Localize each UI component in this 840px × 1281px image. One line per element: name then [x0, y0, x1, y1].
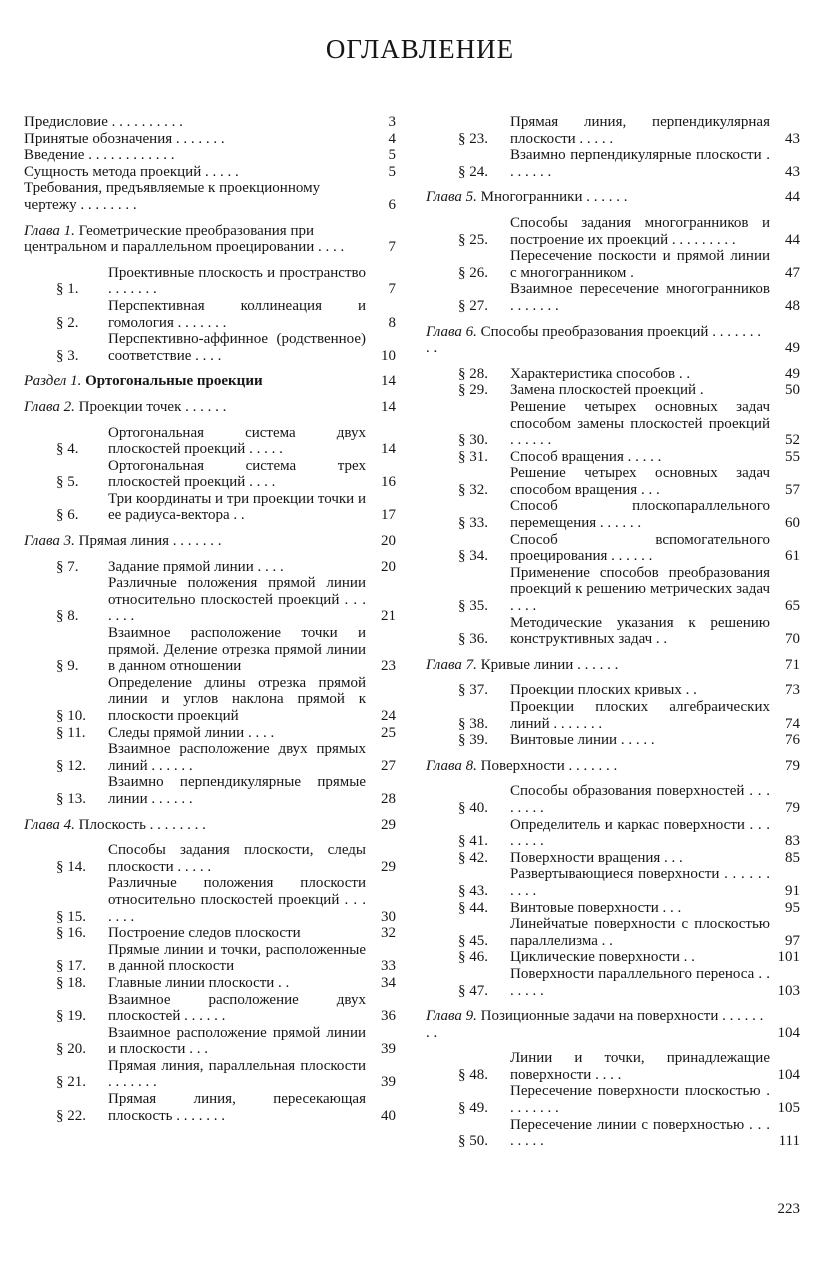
section-number: § 48.	[458, 1066, 488, 1083]
section-number: § 24.	[458, 163, 488, 180]
section-title: Применение способов преобразования проекций к решению метрических задач . . . .	[510, 564, 770, 615]
toc-chapter-heading	[24, 533, 396, 550]
toc-section-entry	[24, 575, 396, 625]
toc-page-number: 29	[381, 816, 396, 833]
toc-spacer	[426, 999, 800, 1008]
section-number: § 12.	[56, 757, 86, 774]
toc-chapter-heading	[426, 758, 800, 775]
section-title: Прямая линия, перпендикулярная плоскости . . . . .	[510, 114, 770, 147]
section-title: Взаимное расположение точки и прямой. Деление отрезка прямой линии в данном отношении	[108, 625, 366, 675]
toc-section-entry	[24, 458, 396, 491]
section-title: Циклические поверхности . .	[510, 949, 695, 966]
section-number: § 36.	[458, 631, 488, 648]
toc-chapter-line	[426, 324, 770, 357]
toc-chapter-line	[24, 399, 366, 416]
section-title: Пересечение поскости и прямой линии с многогранником .	[510, 248, 770, 281]
toc-section-entry	[426, 147, 800, 180]
toc-chapter-heading	[426, 1008, 800, 1041]
section-number: § 38.	[458, 715, 488, 732]
toc-right-column	[426, 114, 800, 1150]
toc-left-column	[24, 114, 396, 1124]
section-number: § 2.	[56, 314, 79, 331]
toc-page-number: 44	[785, 231, 800, 248]
toc-page-number: 14	[381, 398, 396, 415]
section-number: § 45.	[458, 932, 488, 949]
toc-page-number: 97	[785, 932, 800, 949]
toc-page-number: 5	[388, 163, 396, 180]
section-title: Способ вспомогательного проецирования . . . . . .	[510, 531, 770, 565]
chapter-title: Плоскость . . . . . . . .	[78, 816, 206, 833]
section-title: Прямые линии и точки, расположенные в данной плоскости	[108, 941, 366, 975]
toc-page-number: 43	[785, 130, 800, 147]
toc-chapter-heading	[24, 373, 396, 390]
toc-page-number: 14	[381, 373, 396, 390]
toc-spacer	[24, 833, 396, 842]
toc-entry-title: Предисловие . . . . . . . . . .	[24, 114, 183, 130]
toc-page-number: 14	[381, 441, 396, 458]
section-title: Взаимное пересечение многогранников . . . . . . .	[510, 281, 770, 314]
chapter-label: Глава 1.	[24, 222, 75, 239]
toc-section-entry	[426, 449, 800, 466]
toc-page-number: 47	[785, 264, 800, 281]
toc-page-number: 104	[777, 1066, 800, 1083]
toc-spacer	[24, 256, 396, 265]
section-number: § 50.	[458, 1133, 488, 1150]
toc-page-number: 21	[381, 608, 396, 625]
toc-section-entry	[426, 866, 800, 899]
toc-section-entry	[426, 399, 800, 449]
toc-page-number: 76	[785, 732, 800, 749]
toc-section-entry	[24, 1091, 396, 1124]
toc-section-entry	[426, 465, 800, 498]
toc-page-number: 65	[785, 598, 800, 615]
chapter-title: Позиционные задачи на поверхности . . . . . . . .	[426, 1008, 764, 1041]
chapter-label: Раздел 1.	[24, 373, 82, 390]
chapter-label: Глава 9.	[426, 1008, 477, 1025]
toc-section-entry	[426, 966, 800, 999]
section-number: § 25.	[458, 231, 488, 248]
section-title: Взаимно перпендикулярные прямые линии . . . . . .	[108, 774, 366, 807]
section-title: Способ плоскопараллельного перемещения . . . . . .	[510, 498, 770, 532]
toc-chapter-line	[426, 1008, 770, 1041]
toc-page-number: 52	[785, 432, 800, 449]
toc-chapter-heading	[426, 657, 800, 674]
section-title: Методические указания к решению конструктивных задач . .	[510, 614, 770, 648]
toc-chapter-line	[426, 758, 770, 775]
section-number: § 43.	[458, 882, 488, 899]
toc-section-entry	[24, 491, 396, 524]
section-number: § 28.	[458, 365, 488, 382]
toc-spacer	[426, 206, 800, 215]
section-number: § 34.	[458, 548, 488, 565]
section-title: Способы образования поверхностей . . . . . . . .	[510, 783, 770, 816]
section-title: Ортогональная система двух плоскостей проекций . . . . .	[108, 424, 366, 458]
chapter-title: Прямая линия . . . . . . .	[78, 533, 222, 550]
section-title: Следы прямой линии . . . .	[108, 724, 275, 741]
toc-spacer	[24, 390, 396, 399]
toc-page-number: 74	[785, 715, 800, 732]
toc-section-entry	[24, 425, 396, 458]
toc-spacer	[24, 416, 396, 425]
toc-page-number: 55	[785, 448, 800, 465]
toc-section-entry	[426, 248, 800, 281]
toc-page-number: 39	[381, 1074, 396, 1091]
toc-page-number: 23	[381, 658, 396, 675]
section-title: Поверхности вращения . . .	[510, 849, 683, 866]
section-title: Три координаты и три проекции точки и ее радиуса-вектора . .	[108, 490, 366, 524]
section-number: § 26.	[458, 264, 488, 281]
section-title: Взаимное расположение прямой линии и плоскости . . .	[108, 1024, 366, 1058]
toc-page-number: 91	[785, 882, 800, 899]
section-title: Способы задания многогранников и построение их проекций . . . . . . . . .	[510, 214, 770, 248]
section-title: Прямая линия, параллельная плоскости . . . . . . .	[108, 1057, 366, 1091]
toc-page-number: 79	[785, 757, 800, 774]
toc-page-number: 43	[785, 163, 800, 180]
toc-page-number: 24	[381, 708, 396, 724]
toc-section-entry	[426, 498, 800, 531]
section-number: § 19.	[56, 1008, 86, 1025]
section-number: § 10.	[56, 708, 86, 724]
toc-section-entry	[426, 783, 800, 816]
section-number: § 22.	[56, 1107, 86, 1124]
toc-chapter-heading	[426, 189, 800, 206]
section-title: Различные положения плоскости относительно плоскостей проекций . . . . . . .	[108, 875, 366, 925]
section-number: § 7.	[56, 558, 79, 575]
toc-page-number: 61	[785, 548, 800, 565]
toc-entry	[24, 147, 396, 164]
toc-section-entry	[426, 1050, 800, 1083]
section-number: § 9.	[56, 658, 79, 675]
section-title: Линии и точки, принадлежащие поверхности . . . .	[510, 1050, 770, 1083]
section-number: § 15.	[56, 908, 86, 925]
toc-spacer	[426, 648, 800, 657]
chapter-title: Способы преобразования проекций . . . . . . . . .	[426, 323, 761, 357]
chapter-title: Геометрические преобразования при центральном и параллельном проецировании . . . .	[24, 222, 345, 256]
toc-section-entry	[426, 850, 800, 867]
toc-page-number: 95	[785, 899, 800, 916]
toc-page-number: 36	[381, 1008, 396, 1025]
toc-spacer	[24, 524, 396, 533]
toc-spacer	[426, 357, 800, 366]
toc-section-entry	[24, 331, 396, 364]
toc-page-number: 104	[777, 1024, 800, 1041]
section-title: Проекции плоских кривых . .	[510, 682, 697, 699]
section-number: § 16.	[56, 925, 86, 942]
toc-page-number: 32	[381, 925, 396, 942]
toc-page-number: 105	[777, 1100, 800, 1117]
section-number: § 23.	[458, 130, 488, 147]
section-number: § 40.	[458, 799, 488, 816]
toc-chapter-line	[24, 533, 366, 550]
section-title: Способы задания плоскости, следы плоскости . . . . .	[108, 842, 366, 875]
toc-section-entry	[426, 366, 800, 383]
section-number: § 46.	[458, 949, 488, 966]
toc-section-entry	[426, 949, 800, 966]
toc-section-entry	[426, 732, 800, 749]
section-title: Винтовые линии . . . . .	[510, 732, 655, 749]
page-title: ОГЛАВЛЕНИЕ	[325, 34, 515, 64]
toc-page-number: 20	[381, 558, 396, 575]
toc-chapter-line	[426, 657, 770, 674]
section-title: Линейчатые поверхности с плоскостью параллелизма . .	[510, 916, 770, 949]
chapter-label: Глава 5.	[426, 189, 477, 206]
section-title: Взаимное расположение двух прямых линий . . . . . .	[108, 741, 366, 774]
chapter-title: Кривые линии . . . . . .	[480, 656, 619, 673]
chapter-label: Глава 6.	[426, 323, 477, 340]
section-title: Главные линии плоскости . .	[108, 974, 290, 991]
toc-spacer	[426, 774, 800, 783]
toc-section-entry	[426, 699, 800, 732]
toc-chapter-line	[24, 373, 366, 390]
toc-section-entry	[426, 1117, 800, 1150]
toc-page-number: 33	[381, 958, 396, 975]
section-title: Ортогональная система трех плоскостей проекций . . . .	[108, 457, 366, 491]
toc-section-entry	[24, 298, 396, 331]
section-number: § 47.	[458, 982, 488, 999]
chapter-title: Ортогональные проекции	[85, 373, 263, 390]
toc-page-number: 83	[785, 833, 800, 850]
toc-chapter-heading	[24, 399, 396, 416]
toc-entry-title: Принятые обозначения . . . . . . .	[24, 130, 225, 147]
toc-page-number: 49	[785, 365, 800, 382]
toc-entry	[24, 131, 396, 148]
section-number: § 18.	[56, 974, 86, 991]
section-number: § 39.	[458, 732, 488, 749]
toc-page-number: 7	[388, 281, 396, 298]
toc-page-number: 27	[381, 757, 396, 774]
section-title: Характеристика способов . .	[510, 365, 691, 382]
toc-page-number: 25	[381, 724, 396, 741]
section-title: Прямая линия, пересекающая плоскость . . . . . . .	[108, 1091, 366, 1124]
section-title: Перспективно-аффинное (родственное) соответствие . . . .	[108, 331, 366, 364]
toc-page-number: 60	[785, 515, 800, 532]
section-title: Пересечение линии с поверхностью . . . . . . . .	[510, 1116, 770, 1150]
section-number: § 44.	[458, 899, 488, 916]
toc-page-number: 85	[785, 849, 800, 866]
toc-page-number: 57	[785, 481, 800, 498]
toc-page-number: 10	[381, 347, 396, 364]
section-number: § 1.	[56, 281, 79, 298]
toc-section-entry	[24, 842, 396, 875]
chapter-title: Многогранники . . . . . .	[480, 189, 628, 206]
section-title: Способ вращения . . . . .	[510, 448, 662, 465]
toc-section-entry	[426, 281, 800, 314]
toc-entry-title: Требования, предъявляемые к проекционному чертежу . . . . . . . .	[24, 180, 321, 213]
section-number: § 6.	[56, 507, 79, 524]
toc-entry-title: Сущность метода проекций . . . . .	[24, 163, 239, 180]
section-number: § 49.	[458, 1100, 488, 1117]
toc-page-number: 79	[785, 799, 800, 816]
section-title: Перспективная коллинеация и гомология . . . . . . .	[108, 297, 366, 331]
toc-section-entry	[24, 992, 396, 1025]
toc-page-number: 8	[388, 314, 396, 331]
toc-section-entry	[426, 382, 800, 399]
section-title: Поверхности параллельного переноса . . . . . . .	[510, 965, 770, 999]
toc-spacer	[24, 214, 396, 223]
section-number: § 4.	[56, 441, 79, 458]
section-title: Винтовые поверхности . . .	[510, 899, 682, 916]
toc-spacer	[24, 364, 396, 373]
section-number: § 5.	[56, 474, 79, 491]
section-number: § 27.	[458, 297, 488, 314]
chapter-label: Глава 8.	[426, 757, 477, 774]
toc-section-entry	[426, 215, 800, 248]
section-title: Развертывающиеся поверхности . . . . . . . . . .	[510, 866, 770, 899]
section-title: Проективные плоскость и пространство . . . . . . .	[108, 264, 366, 298]
section-number: § 41.	[458, 833, 488, 850]
toc-page-number: 17	[381, 507, 396, 524]
section-number: § 29.	[458, 382, 488, 399]
toc-section-entry	[426, 532, 800, 565]
toc-spacer	[426, 180, 800, 189]
toc-page-number: 71	[785, 656, 800, 673]
toc-page-number: 16	[381, 474, 396, 491]
toc-page-number: 39	[381, 1041, 396, 1058]
toc-page-number: 70	[785, 631, 800, 648]
toc-chapter-heading	[426, 324, 800, 357]
toc-section-entry	[426, 682, 800, 699]
toc-entry	[24, 114, 396, 131]
toc-section-entry	[426, 114, 800, 147]
toc-section-entry	[426, 1083, 800, 1116]
toc-section-entry	[24, 1058, 396, 1091]
section-number: § 17.	[56, 958, 86, 975]
toc-section-entry	[426, 565, 800, 615]
toc-section-entry	[426, 900, 800, 917]
section-number: § 20.	[56, 1041, 86, 1058]
toc-page-number: 30	[381, 908, 396, 925]
toc-page-number: 20	[381, 533, 396, 550]
section-number: § 30.	[458, 432, 488, 449]
toc-page-number: 7	[388, 239, 396, 256]
chapter-title: Проекции точек . . . . . .	[78, 398, 227, 415]
toc-page-number: 29	[381, 858, 396, 875]
section-title: Определитель и каркас поверхности . . . . . . . .	[510, 816, 770, 850]
toc-chapter-heading	[24, 817, 396, 834]
section-number: § 42.	[458, 849, 488, 866]
section-number: § 13.	[56, 790, 86, 807]
toc-spacer	[24, 808, 396, 817]
toc-page-number: 49	[785, 340, 800, 357]
toc-section-entry	[24, 265, 396, 298]
toc-page-number: 5	[388, 147, 396, 164]
toc-page-number: 4	[388, 130, 396, 147]
toc-page-number: 6	[388, 196, 396, 213]
toc-chapter-line	[24, 817, 366, 834]
chapter-label: Глава 3.	[24, 533, 75, 550]
section-title: Решение четырех основных задач способом вращения . . .	[510, 465, 770, 498]
section-title: Определение длины отрезка прямой линии и углов наклона прямой к плоскости проекций	[108, 674, 366, 724]
toc-page-number: 101	[777, 949, 800, 966]
toc-section-entry	[24, 1025, 396, 1058]
toc-section-entry	[24, 725, 396, 742]
toc-chapter-line	[426, 189, 770, 206]
toc-chapter-heading	[24, 223, 396, 256]
chapter-title: Поверхности . . . . . . .	[480, 757, 618, 774]
toc-section-entry	[24, 675, 396, 725]
section-title: Взаимно перпендикулярные плоскости . . . . . . .	[510, 147, 770, 180]
section-title: Построение следов плоскости	[108, 925, 301, 942]
toc-page-number: 111	[778, 1133, 800, 1150]
toc-spacer	[426, 315, 800, 324]
toc-entry	[24, 164, 396, 181]
toc-spacer	[426, 673, 800, 682]
toc-page-number: 48	[785, 297, 800, 314]
toc-page-number: 40	[381, 1107, 396, 1124]
chapter-label: Глава 4.	[24, 816, 75, 833]
toc-section-entry	[24, 975, 396, 992]
toc-section-entry	[426, 817, 800, 850]
toc-section-entry	[426, 615, 800, 648]
toc-spacer	[24, 550, 396, 559]
toc-page-number: 44	[785, 189, 800, 206]
section-title: Замена плоскостей проекций .	[510, 382, 704, 399]
section-number: § 37.	[458, 682, 488, 699]
section-number: § 21.	[56, 1074, 86, 1091]
toc-section-entry	[24, 925, 396, 942]
toc-spacer	[426, 1041, 800, 1050]
toc-page-number: 73	[785, 682, 800, 699]
section-number: § 31.	[458, 448, 488, 465]
toc-spacer	[426, 749, 800, 758]
toc-page-number: 28	[381, 790, 396, 807]
section-number: § 8.	[56, 608, 79, 625]
section-number: § 14.	[56, 858, 86, 875]
toc-section-entry	[24, 559, 396, 576]
toc-chapter-line	[24, 223, 366, 256]
toc-section-entry	[24, 942, 396, 975]
section-number: § 35.	[458, 598, 488, 615]
toc-page-number: 34	[381, 974, 396, 991]
toc-page-number: 50	[785, 382, 800, 399]
section-title: Решение четырех основных задач способом замены плоскостей проекций . . . . . .	[510, 398, 770, 449]
toc-page-number: 103	[777, 982, 800, 999]
section-title: Пересечение поверхности плоскостью . . . . . . . .	[510, 1083, 770, 1117]
toc-section-entry	[24, 875, 396, 925]
section-title: Различные положения прямой линии относительно плоскостей проекций . . . . . . .	[108, 575, 366, 625]
section-title: Задание прямой линии . . . .	[108, 558, 284, 575]
toc-section-entry	[24, 625, 396, 675]
section-number: § 3.	[56, 347, 79, 364]
toc-section-entry	[426, 916, 800, 949]
toc-section-entry	[24, 774, 396, 807]
section-title: Проекции плоских алгебраических линий . . . . . . .	[510, 699, 770, 732]
section-number: § 32.	[458, 481, 488, 498]
toc-entry-title: Введение . . . . . . . . . . . .	[24, 147, 175, 164]
page-number: 223	[777, 1201, 800, 1217]
toc-entry	[24, 180, 396, 213]
section-number: § 11.	[56, 724, 86, 741]
chapter-label: Глава 2.	[24, 398, 75, 415]
section-title: Взаимное расположение двух плоскостей . . . . . .	[108, 991, 366, 1025]
section-number: § 33.	[458, 515, 488, 532]
toc-section-entry	[24, 741, 396, 774]
chapter-label: Глава 7.	[426, 656, 477, 673]
toc-page-number: 3	[388, 114, 396, 130]
